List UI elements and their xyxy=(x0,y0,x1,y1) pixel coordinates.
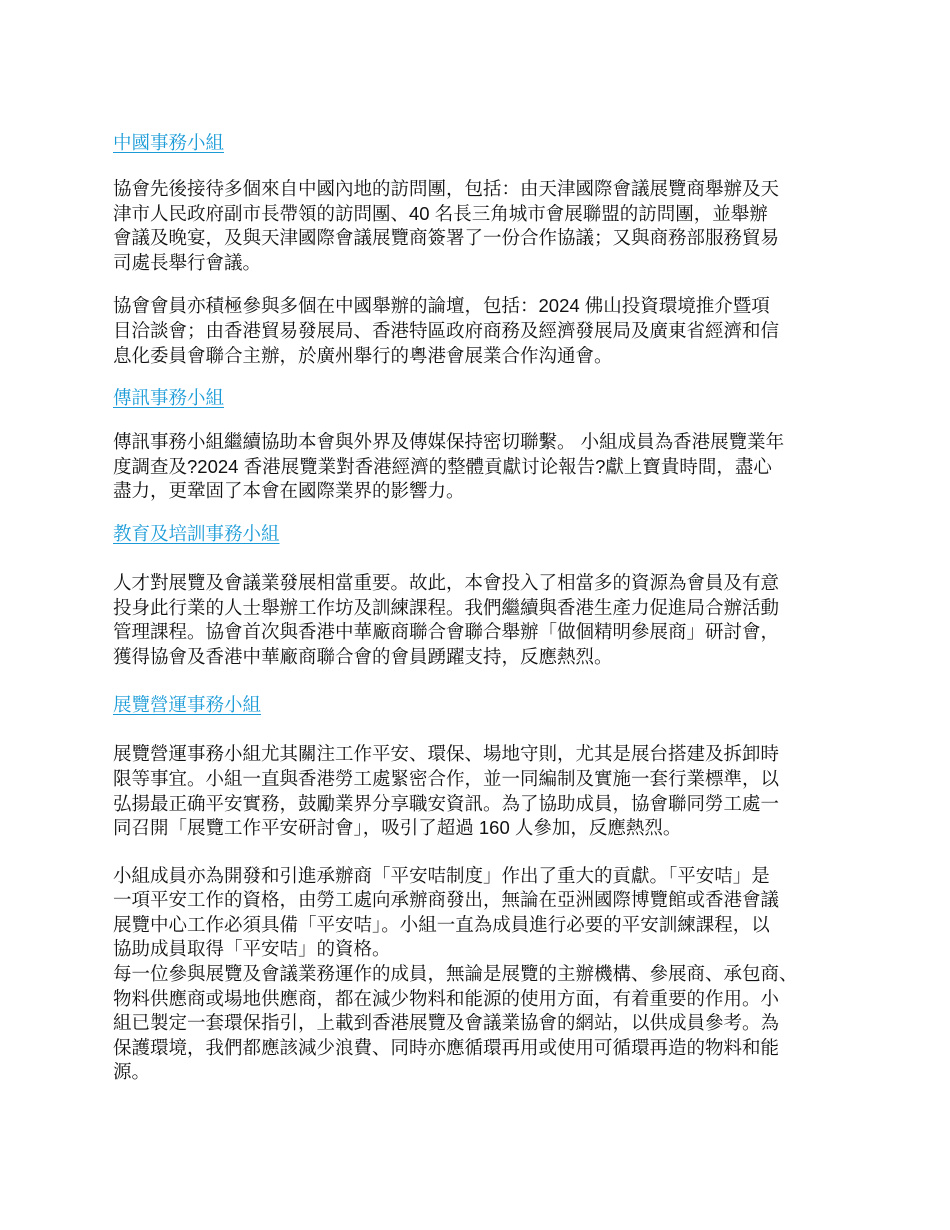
paragraph-operations-environment xyxy=(113,962,853,1085)
section-heading-operations[interactable]: 展覽營運事務小組 xyxy=(113,694,262,716)
paragraph-line: 一項平安工作的資格，由勞工處向承辦商發出，無論在亞洲國際博覽館或香港會議 xyxy=(113,889,780,911)
document-page xyxy=(113,131,853,1085)
paragraph-line: 展覽中心工作必須具備「平安咭」。小組一直為成員進行必要的平安訓練課程，以 xyxy=(113,913,770,935)
paragraph-line: 人才對展覽及會議業發展相當重要。故此，本會投入了相當多的資源為會員及有意 xyxy=(113,571,780,593)
paragraph-line: 物料供應商或場地供應商，都在減少物料和能源的使用方面，有着重要的作用。小 xyxy=(113,987,780,1009)
paragraph-line: 目洽談會；由香港貿易發展局、香港特區政府商務及經濟發展局及廣東省經濟和信 xyxy=(113,319,780,341)
paragraph-operations-safety xyxy=(113,742,853,840)
paragraph-line: 協會先後接待多個來自中國內地的訪問團，包括：由天津國際會議展覽商舉辦及天 xyxy=(113,178,780,199)
paragraph-line: 津市人民政府副市長帶領的訪問團、40 名長三角城市會展聯盟的訪問團，並舉辦 xyxy=(113,202,768,224)
section-operations-heading-row xyxy=(113,693,853,719)
paragraph-line: 傳訊事務小組繼續協助本會與外界及傳媒保持密切聯繫。 小組成員為香港展覽業年 xyxy=(113,431,785,453)
paragraph-line: 協助成員取得「平安咭」的資格。 xyxy=(113,938,391,960)
paragraph-line: 展覽營運事務小組尤其關注工作平安、環保、場地守則，尤其是展台搭建及拆卸時 xyxy=(113,743,780,765)
paragraph-line: 保護環境，我們都應該減少浪費、同時亦應循環再用或使用可循環再造的物料和能 xyxy=(113,1036,780,1058)
paragraph-line: 小組成員亦為開發和引進承辦商「平安咭制度」作出了重大的貢獻。「平安咭」是 xyxy=(113,864,770,886)
section-heading-media[interactable]: 傳訊事務小組 xyxy=(113,387,225,409)
section-heading-china[interactable]: 中國事務小組 xyxy=(113,132,225,153)
paragraph-line: 弘揚最正确平安實務，鼓勵業界分享職安資訊。為了協助成員，協會聯同勞工處一 xyxy=(113,792,780,814)
paragraph-line: 協會會員亦積極參與多個在中國舉辦的論壇，包括：2024 佛山投資環境推介暨項 xyxy=(113,295,770,317)
paragraph-line: 度調查及?2024 香港展覽業對香港經濟的整體貢獻讨论報告?獻上寶貴時間，盡心 xyxy=(113,455,772,477)
paragraph-china-visits xyxy=(113,177,853,275)
paragraph-line: 每一位參與展覽及會議業務運作的成員，無論是展覽的主辦機構、參展商、承包商、 xyxy=(113,963,798,985)
paragraph-china-forums xyxy=(113,294,853,368)
paragraph-line: 組已製定一套環保指引，上載到香港展覽及會議業協會的網站，以供成員參考。為 xyxy=(113,1012,780,1034)
paragraph-line: 盡力，更鞏固了本會在國際業界的影響力。 xyxy=(113,480,465,502)
section-china-heading-row xyxy=(113,131,853,157)
paragraph-media xyxy=(113,430,853,504)
paragraph-line: 限等事宜。小組一直與香港勞工處緊密合作，並一同編制及實施一套行業標準，以 xyxy=(113,767,780,789)
paragraph-line: 同召開「展覽工作平安研討會」，吸引了超過 160 人參加，反應熱烈。 xyxy=(113,817,682,839)
paragraph-line: 投身此行業的人士舉辦工作坊及訓練課程。我們繼續與香港生產力促進局合辦活動 xyxy=(113,596,780,618)
paragraph-line: 管理課程。協會首次與香港中華廠商聯合會聯合舉辦「做個精明參展商」研討會， xyxy=(113,621,780,643)
section-heading-education[interactable]: 教育及培訓事務小組 xyxy=(113,522,280,544)
paragraph-operations-safety-card xyxy=(113,864,853,962)
paragraph-line: 獲得協會及香港中華廠商聯合會的會員踴躍支持，反應熱烈。 xyxy=(113,645,613,667)
section-media-heading-row xyxy=(113,386,853,412)
paragraph-line: 源。 xyxy=(113,1061,151,1083)
paragraph-line: 司處長舉行會議。 xyxy=(113,251,262,273)
paragraph-line: 會議及晚宴，及與天津國際會議展覽商簽署了一份合作協議；又與商務部服務貿易 xyxy=(113,227,780,249)
paragraph-education xyxy=(113,571,853,669)
paragraph-line: 息化委員會聯合主辦，於廣州舉行的粵港會展業合作沟通會。 xyxy=(113,344,613,366)
section-education-heading-row xyxy=(113,522,853,548)
